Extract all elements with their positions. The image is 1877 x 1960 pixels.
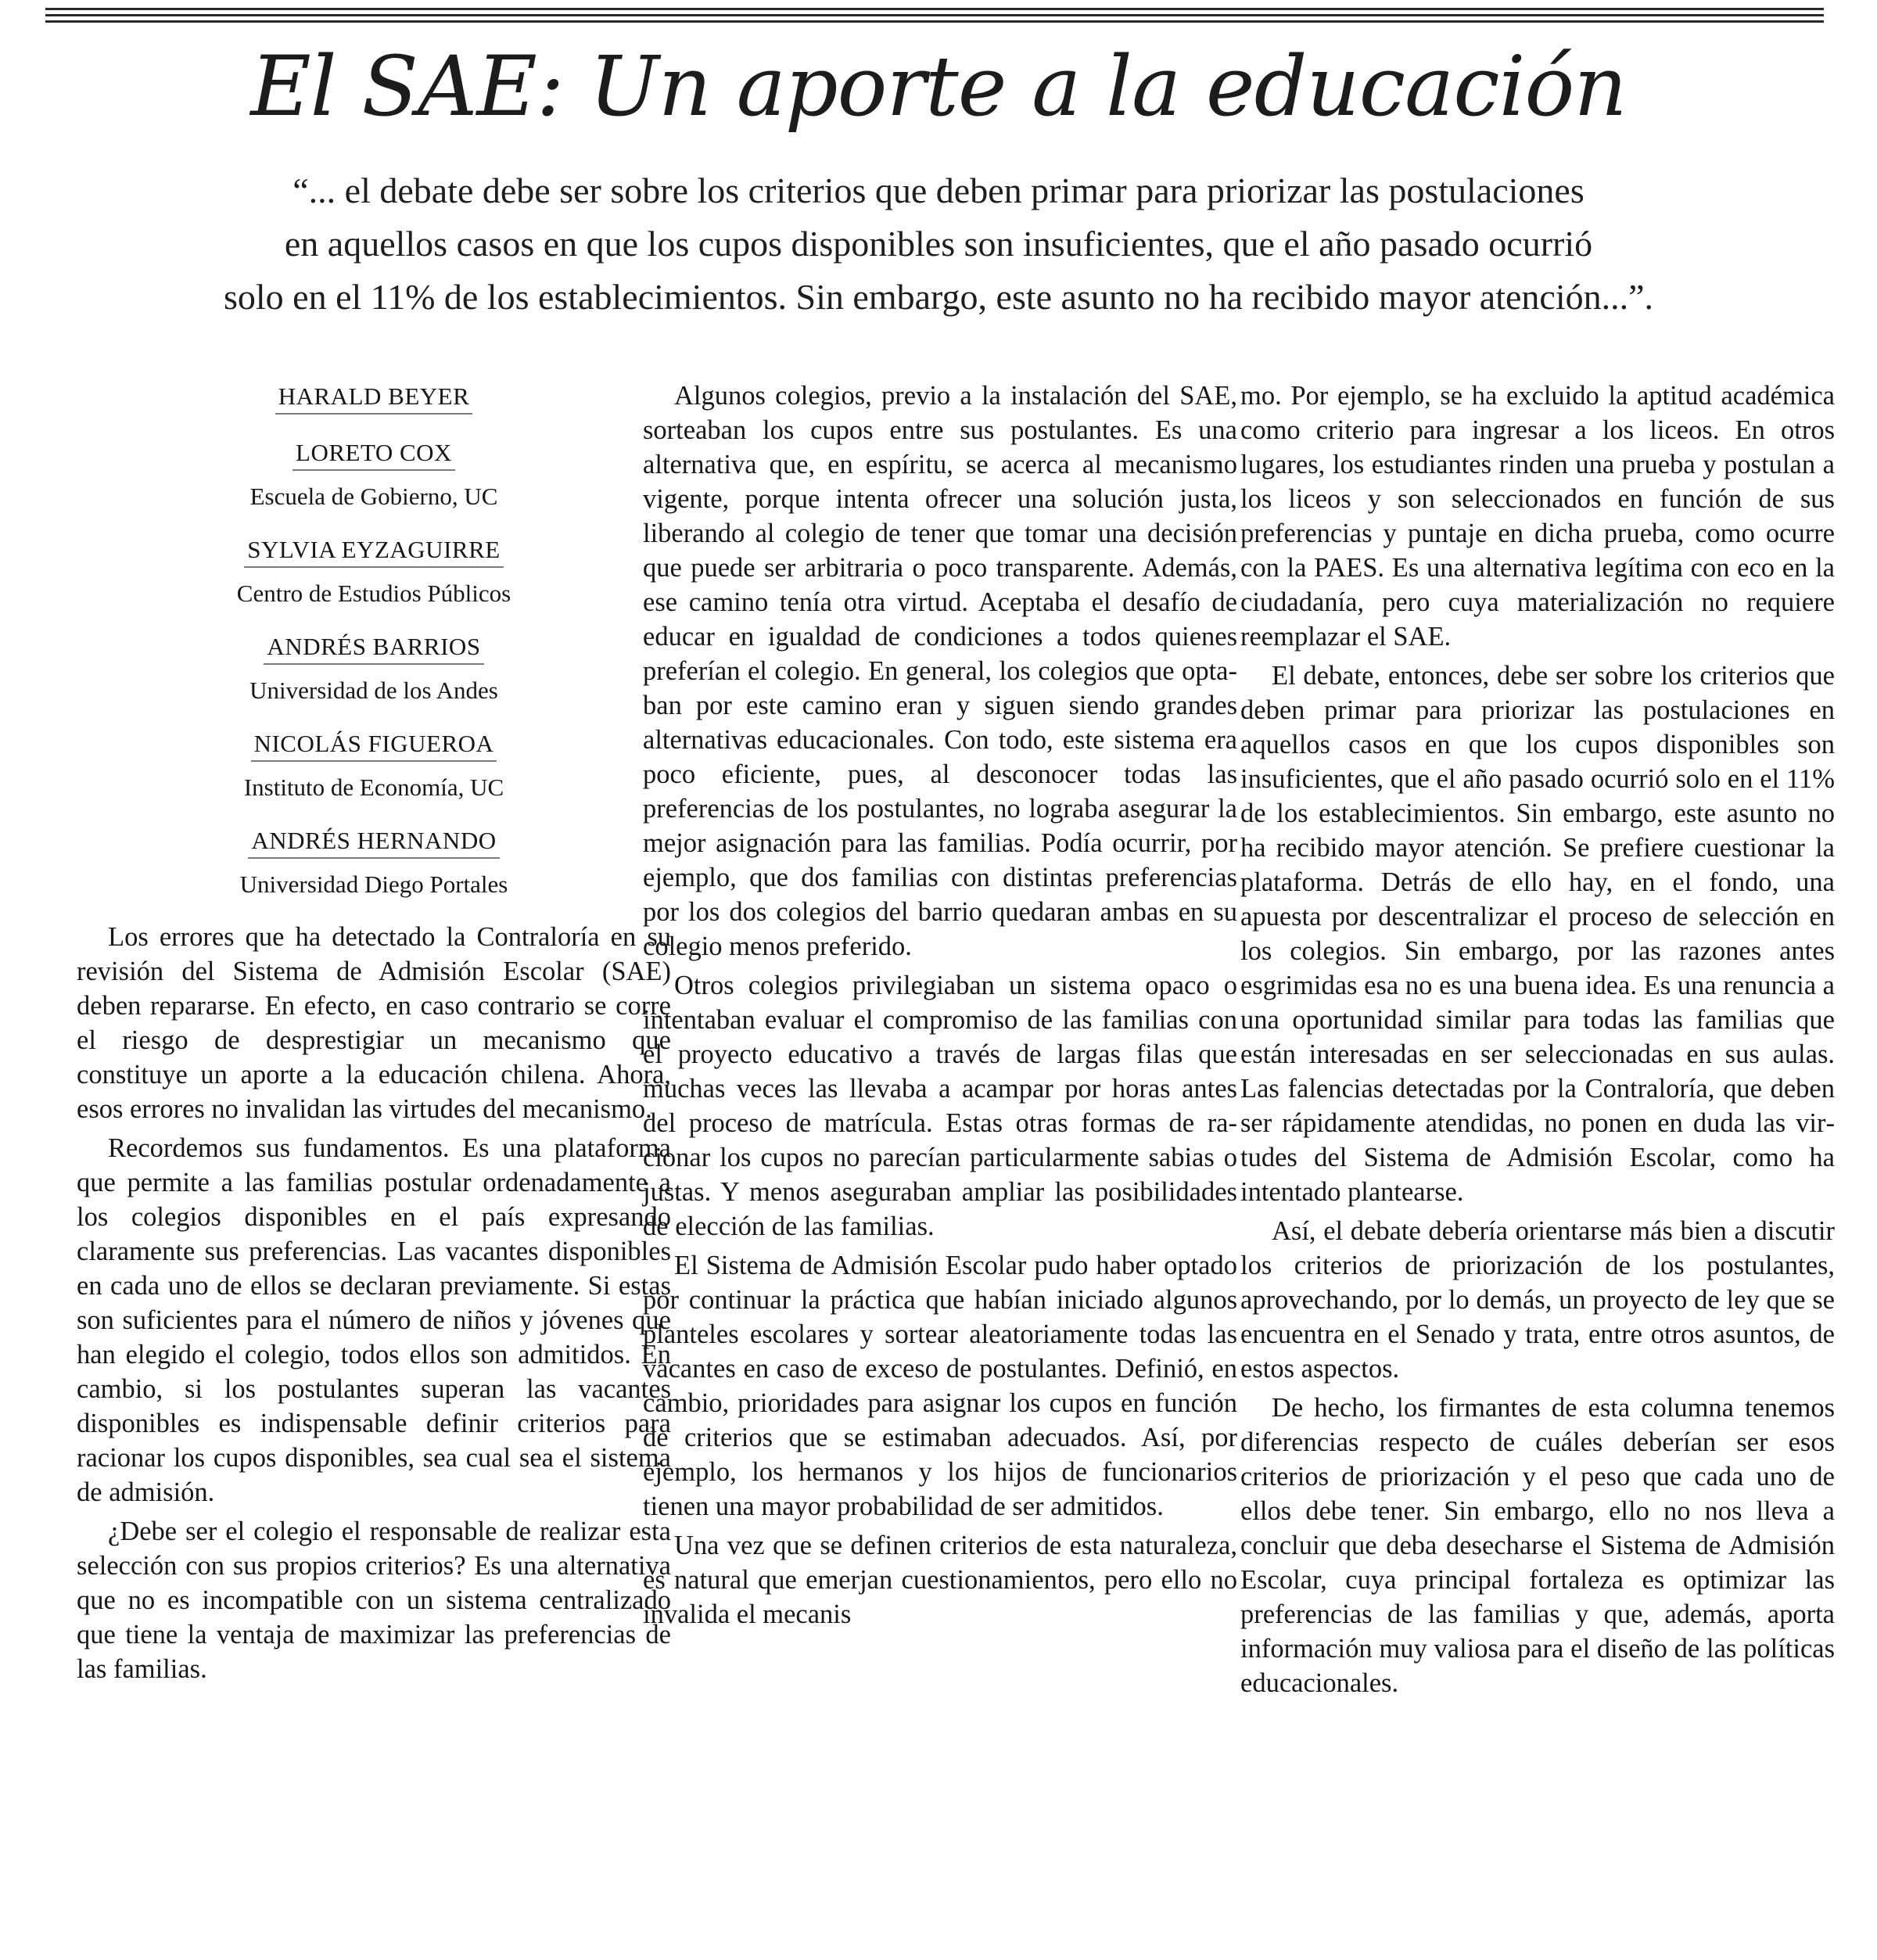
paragraph: Otros colegios privilegiaban un sistema opaco o intentaban evaluar el compromiso de las familias con el proyecto educativo a través de largas filas que muchas veces las llevaba a acampar por horas antes del proceso de matrícula. Estas otras formas de racionar los cupos no parecían particularmente sabias o justas. Y menos aseguraban ampliar las posibilidades de elección de las familias. bbox=[643, 971, 1237, 1241]
author bbox=[77, 532, 671, 608]
author bbox=[77, 823, 671, 899]
pull-quote-line: solo en el 11% de los establecimientos. Sin embargo, este asunto no ha recibido mayor atención...”. bbox=[223, 277, 1654, 317]
article-column-1 bbox=[77, 379, 671, 1691]
author bbox=[77, 379, 671, 415]
paragraph: ¿Debe ser el colegio el responsable de realizar esta selección con sus propios criterios? Es una alternativa que no es incompatible con un sistema centralizado que tiene la ventaja de maximizar las preferencias de las familias. bbox=[77, 1517, 671, 1684]
author-institution: Universidad Diego Portales bbox=[239, 871, 508, 898]
author-institution: Universidad de los Andes bbox=[249, 677, 498, 704]
author bbox=[77, 726, 671, 802]
article-column-3 bbox=[1240, 379, 1835, 1705]
paragraph: De hecho, los firmantes de esta columna tenemos diferencias respecto de cuáles deberían ser esos criterios de priorización y el peso que cada uno de ellos debe tener. Sin embargo, ello no nos lleva a concluir que deba desecharse el Sistema de Admisión Escolar, cuya principal fortaleza es optimizar las preferencias de las familias y que, además, aporta información muy valiosa para el diseño de las políticas educacionales. bbox=[1240, 1393, 1835, 1698]
author-name: SYLVIA EYZAGUIRRE bbox=[244, 535, 503, 568]
top-rule bbox=[45, 8, 1824, 10]
author-name: LORETO COX bbox=[292, 438, 455, 471]
author-institution: Centro de Estudios Públicos bbox=[236, 580, 511, 607]
article-column-2 bbox=[643, 379, 1237, 1636]
author-name: NICOLÁS FIGUEROA bbox=[251, 729, 497, 762]
pull-quote-line: en aquellos casos en que los cupos disponibles son insuficientes, que el año pasado ocurrió bbox=[284, 224, 1593, 264]
top-rule bbox=[45, 14, 1824, 16]
pull-quote-line: “... el debate debe ser sobre los criterios que deben primar para priorizar las postulaciones bbox=[292, 171, 1585, 210]
author bbox=[77, 435, 671, 512]
paragraph: Así, el debate debería orientarse más bien a discutir los criterios de priorización de los postulantes, aprovechando, por lo demás, un proyecto de ley que se encuentra en el Senado y trata, entre otros asuntos, de estos aspectos. bbox=[1240, 1216, 1835, 1384]
author-name: ANDRÉS HERNANDO bbox=[248, 826, 499, 859]
author-name: HARALD BEYER bbox=[275, 382, 473, 415]
paragraph: Algunos colegios, previo a la instalación del SAE, sorteaban los cupos entre sus postulantes. Es una alternativa que, en espíritu, se acerca al mecanismo vigente, porque intenta ofrecer una solución justa, liberando al colegio de tener que tomar una decisión que puede ser arbitraria o poco transparente. Además, ese camino tenía otra virtud. Aceptaba el desafío de educar en igualdad de condiciones a todos quienes preferían el colegio. En general, los colegios que optaban por este camino eran y siguen siendo grandes alternativas educacionales. Con todo, este sistema era poco eficiente, pues, al desconocer todas las preferencias de los postulantes, no lograba asegurar la mejor asignación para las familias. Podía ocurrir, por ejemplo, que dos familias con distintas preferencias por los dos colegios del barrio quedaran ambas en su colegio menos preferido. bbox=[643, 381, 1237, 961]
paragraph: Los errores que ha detectado la Contraloría en su revisión del Sistema de Admisión Escolar (SAE) deben repararse. En efecto, en caso contrario se corre el riesgo de desprestigiar un mecanismo que constituye un aporte a la educación chilena. Ahora, esos errores no invalidan las virtudes del mecanismo. bbox=[77, 922, 671, 1124]
paragraph: El Sistema de Admisión Escolar pudo haber optado por continuar la práctica que habían iniciado algunos planteles escolares y sortear aleatoriamente todas las vacantes en caso de exceso de postulantes. Definió, en cambio, prioridades para asignar los cupos en función de criterios que se estimaban adecuados. Así, por ejemplo, los hermanos y los hijos de funcionarios tienen una mayor probabilidad de ser admitidos. bbox=[643, 1251, 1237, 1521]
pull-quote bbox=[78, 164, 1799, 324]
author-institution: Escuela de Gobierno, UC bbox=[249, 483, 498, 510]
author-block bbox=[77, 379, 671, 899]
author bbox=[77, 629, 671, 705]
headline: El SAE: Un aporte a la educación bbox=[250, 38, 1627, 135]
author-name: ANDRÉS BARRIOS bbox=[264, 632, 483, 665]
paragraph: El debate, entonces, debe ser sobre los criterios que deben primar para priorizar las postulaciones en aquellos casos en que los cupos disponibles son insuficientes, que el año pasado ocurrió solo en el 11% de los establecimientos. Sin embargo, este asunto no ha recibido mayor atención. Se prefiere cuestionar la plataforma. Detrás de ello hay, en el fondo, una apuesta por descentralizar el proceso de selección en los colegios. Sin embargo, por las razones antes esgrimidas esa no es una buena idea. Es una renuncia a una oportunidad similar para todas las familias que están interesadas en ser seleccionadas en sus aulas. Las falencias detectadas por la Contraloría, que deben ser rápidamente atendidas, no ponen en duda las virtudes del Sistema de Admisión Escolar, como ha intentado plantearse. bbox=[1240, 661, 1835, 1207]
paragraph: Una vez que se definen criterios de esta naturaleza, es natural que emerjan cuestionamientos, pero ello no invalida el mecanis bbox=[643, 1531, 1237, 1629]
paragraph: Recordemos sus fundamentos. Es una plataforma que permite a las familias postular ordenadamente a los colegios disponibles en el país expresando claramente sus preferencias. Las vacantes disponibles en cada uno de ellos se declaran previamente. Si estas son suficientes para el número de niños y jóvenes que han elegido el colegio, todos ellos son admitidos. En cambio, si los postulantes superan las vacantes disponibles es indispensable definir criterios para racionar los cupos disponibles, sea cual sea el sistema de admisión. bbox=[77, 1133, 671, 1507]
author-institution: Instituto de Economía, UC bbox=[243, 774, 504, 801]
paragraph: mo. Por ejemplo, se ha excluido la aptitud académica como criterio para ingresar a los liceos. En otros lugares, los estudiantes rinden una prueba y postulan a los liceos y son seleccionados en función de sus preferencias y puntaje en dicha prueba, como ocurre con la PAES. Es una alternativa legítima con eco en la ciudadanía, pero cuya materialización no requiere reemplazar el SAE. bbox=[1240, 381, 1835, 652]
top-rule bbox=[45, 20, 1824, 23]
